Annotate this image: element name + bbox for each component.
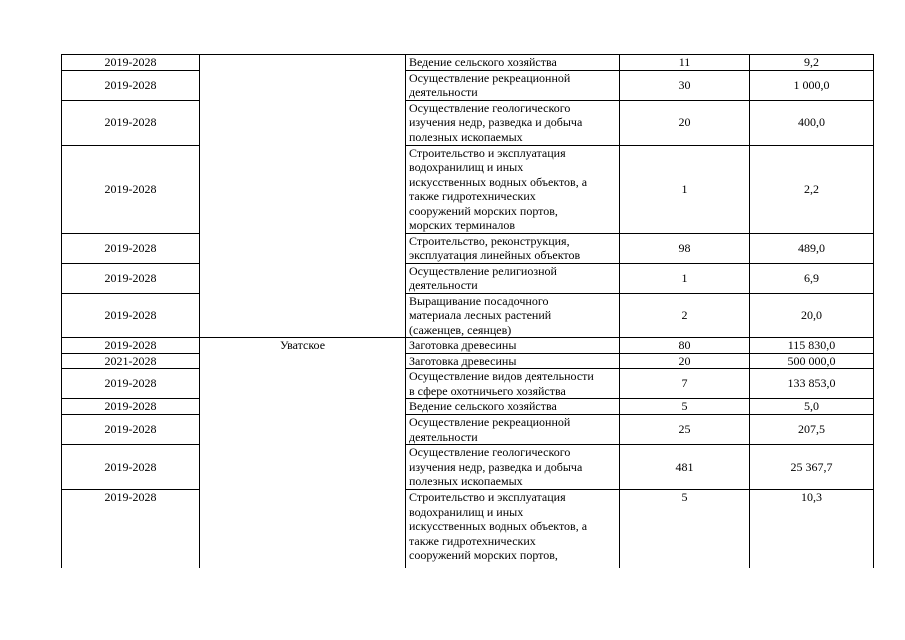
value-cell: 5,0	[750, 399, 874, 415]
count-cell: 5	[620, 490, 750, 568]
value-cell: 133 853,0	[750, 369, 874, 399]
activity-line: Осуществление религиозной	[409, 263, 557, 278]
value-cell: 207,5	[750, 415, 874, 445]
count-cell: 11	[620, 55, 750, 71]
area-cell: Уватское	[200, 338, 406, 568]
activity-line: Осуществление рекреационной	[409, 415, 571, 429]
period-cell: 2019-2028	[62, 100, 200, 145]
period-cell: 2019-2028	[62, 55, 200, 71]
count-cell: 98	[620, 233, 750, 263]
table-row	[62, 100, 874, 145]
period-cell: 2019-2028	[62, 399, 200, 415]
activity-line: деятельности	[409, 278, 478, 292]
table-row	[62, 445, 874, 490]
count-cell: 80	[620, 338, 750, 354]
value-cell: 500 000,0	[750, 353, 874, 369]
count-cell: 5	[620, 399, 750, 415]
period-cell: 2019-2028	[62, 293, 200, 338]
activity-line: Строительство, реконструкция,	[409, 233, 570, 248]
activity-cell	[406, 415, 620, 445]
activity-line: в сфере охотничьего хозяйства	[409, 383, 566, 398]
activity-cell	[406, 293, 620, 338]
table-row	[62, 338, 874, 354]
period-cell: 2019-2028	[62, 263, 200, 293]
activity-line: Осуществление геологического	[409, 100, 571, 115]
activity-line: Заготовка древесины	[409, 353, 517, 368]
period-cell: 2019-2028	[62, 369, 200, 399]
activity-line: изучения недр, разведка и добыча	[409, 459, 583, 474]
activity-line: Осуществление рекреационной	[409, 70, 571, 85]
period-cell: 2019-2028	[62, 145, 200, 233]
table-row	[62, 490, 874, 568]
value-cell: 10,3	[750, 490, 874, 568]
table-row	[62, 233, 874, 263]
activity-cell	[406, 353, 620, 369]
activity-line: также гидротехнических	[409, 533, 536, 548]
activity-line: искусственных водных объектов, а	[409, 174, 588, 189]
table-row	[62, 145, 874, 233]
activity-line: сооружений морских портов,	[409, 548, 558, 562]
value-cell: 1 000,0	[750, 70, 874, 100]
count-cell: 1	[620, 145, 750, 233]
count-cell: 481	[620, 445, 750, 490]
value-cell: 20,0	[750, 293, 874, 338]
value-cell: 489,0	[750, 233, 874, 263]
activity-line: морских терминалов	[409, 218, 516, 232]
activity-line: сооружений морских портов,	[409, 203, 558, 218]
activity-cell	[406, 70, 620, 100]
activity-cell	[406, 263, 620, 293]
table-row	[62, 415, 874, 445]
activity-line: водохранилищ и иных	[409, 160, 524, 174]
count-cell: 30	[620, 70, 750, 100]
activity-line: водохранилищ и иных	[409, 504, 524, 519]
activity-line: Строительство и эксплуатация	[409, 145, 566, 160]
activity-cell	[406, 399, 620, 415]
activity-line: изучения недр, разведка и добыча	[409, 115, 583, 129]
activity-line: Ведение сельского хозяйства	[409, 399, 557, 413]
period-cell: 2019-2028	[62, 233, 200, 263]
table-row	[62, 369, 874, 399]
activity-line: Выращивание посадочного	[409, 293, 549, 308]
count-cell: 25	[620, 415, 750, 445]
activity-cell	[406, 445, 620, 490]
table-row	[62, 353, 874, 369]
activity-line: Осуществление геологического	[409, 445, 571, 459]
activity-line: эксплуатация линейных объектов	[409, 248, 581, 262]
activity-line: Заготовка древесины	[409, 338, 517, 352]
activity-cell	[406, 145, 620, 233]
period-cell: 2019-2028	[62, 338, 200, 354]
activity-line: (саженцев, сеянцев)	[409, 322, 512, 337]
activity-cell	[406, 369, 620, 399]
period-cell: 2019-2028	[62, 445, 200, 490]
activity-table	[61, 54, 874, 568]
area-cell	[200, 55, 406, 338]
activity-line: Строительство и эксплуатация	[409, 490, 566, 504]
period-cell: 2021-2028	[62, 353, 200, 369]
table-row	[62, 55, 874, 71]
value-cell: 25 367,7	[750, 445, 874, 490]
activity-line: деятельности	[409, 429, 478, 444]
count-cell: 20	[620, 353, 750, 369]
activity-line: также гидротехнических	[409, 189, 536, 203]
activity-cell	[406, 490, 620, 568]
table-row	[62, 70, 874, 100]
activity-cell	[406, 100, 620, 145]
activity-cell	[406, 233, 620, 263]
count-cell: 20	[620, 100, 750, 145]
count-cell: 2	[620, 293, 750, 338]
activity-cell	[406, 55, 620, 71]
activity-cell	[406, 338, 620, 354]
activity-table-body	[62, 55, 874, 568]
table-row	[62, 399, 874, 415]
value-cell: 9,2	[750, 55, 874, 71]
activity-line: искусственных водных объектов, а	[409, 519, 588, 533]
period-cell: 2019-2028	[62, 490, 200, 568]
table-row	[62, 293, 874, 338]
activity-line: полезных ископаемых	[409, 474, 523, 488]
value-cell: 115 830,0	[750, 338, 874, 354]
activity-line: полезных ископаемых	[409, 129, 523, 144]
activity-line: Ведение сельского хозяйства	[409, 55, 557, 69]
value-cell: 400,0	[750, 100, 874, 145]
table-row	[62, 263, 874, 293]
period-cell: 2019-2028	[62, 70, 200, 100]
value-cell: 6,9	[750, 263, 874, 293]
activity-line: Осуществление видов деятельности	[409, 369, 594, 383]
activity-line: деятельности	[409, 85, 478, 99]
period-cell: 2019-2028	[62, 415, 200, 445]
count-cell: 1	[620, 263, 750, 293]
count-cell: 7	[620, 369, 750, 399]
activity-line: материала лесных растений	[409, 308, 552, 322]
value-cell: 2,2	[750, 145, 874, 233]
